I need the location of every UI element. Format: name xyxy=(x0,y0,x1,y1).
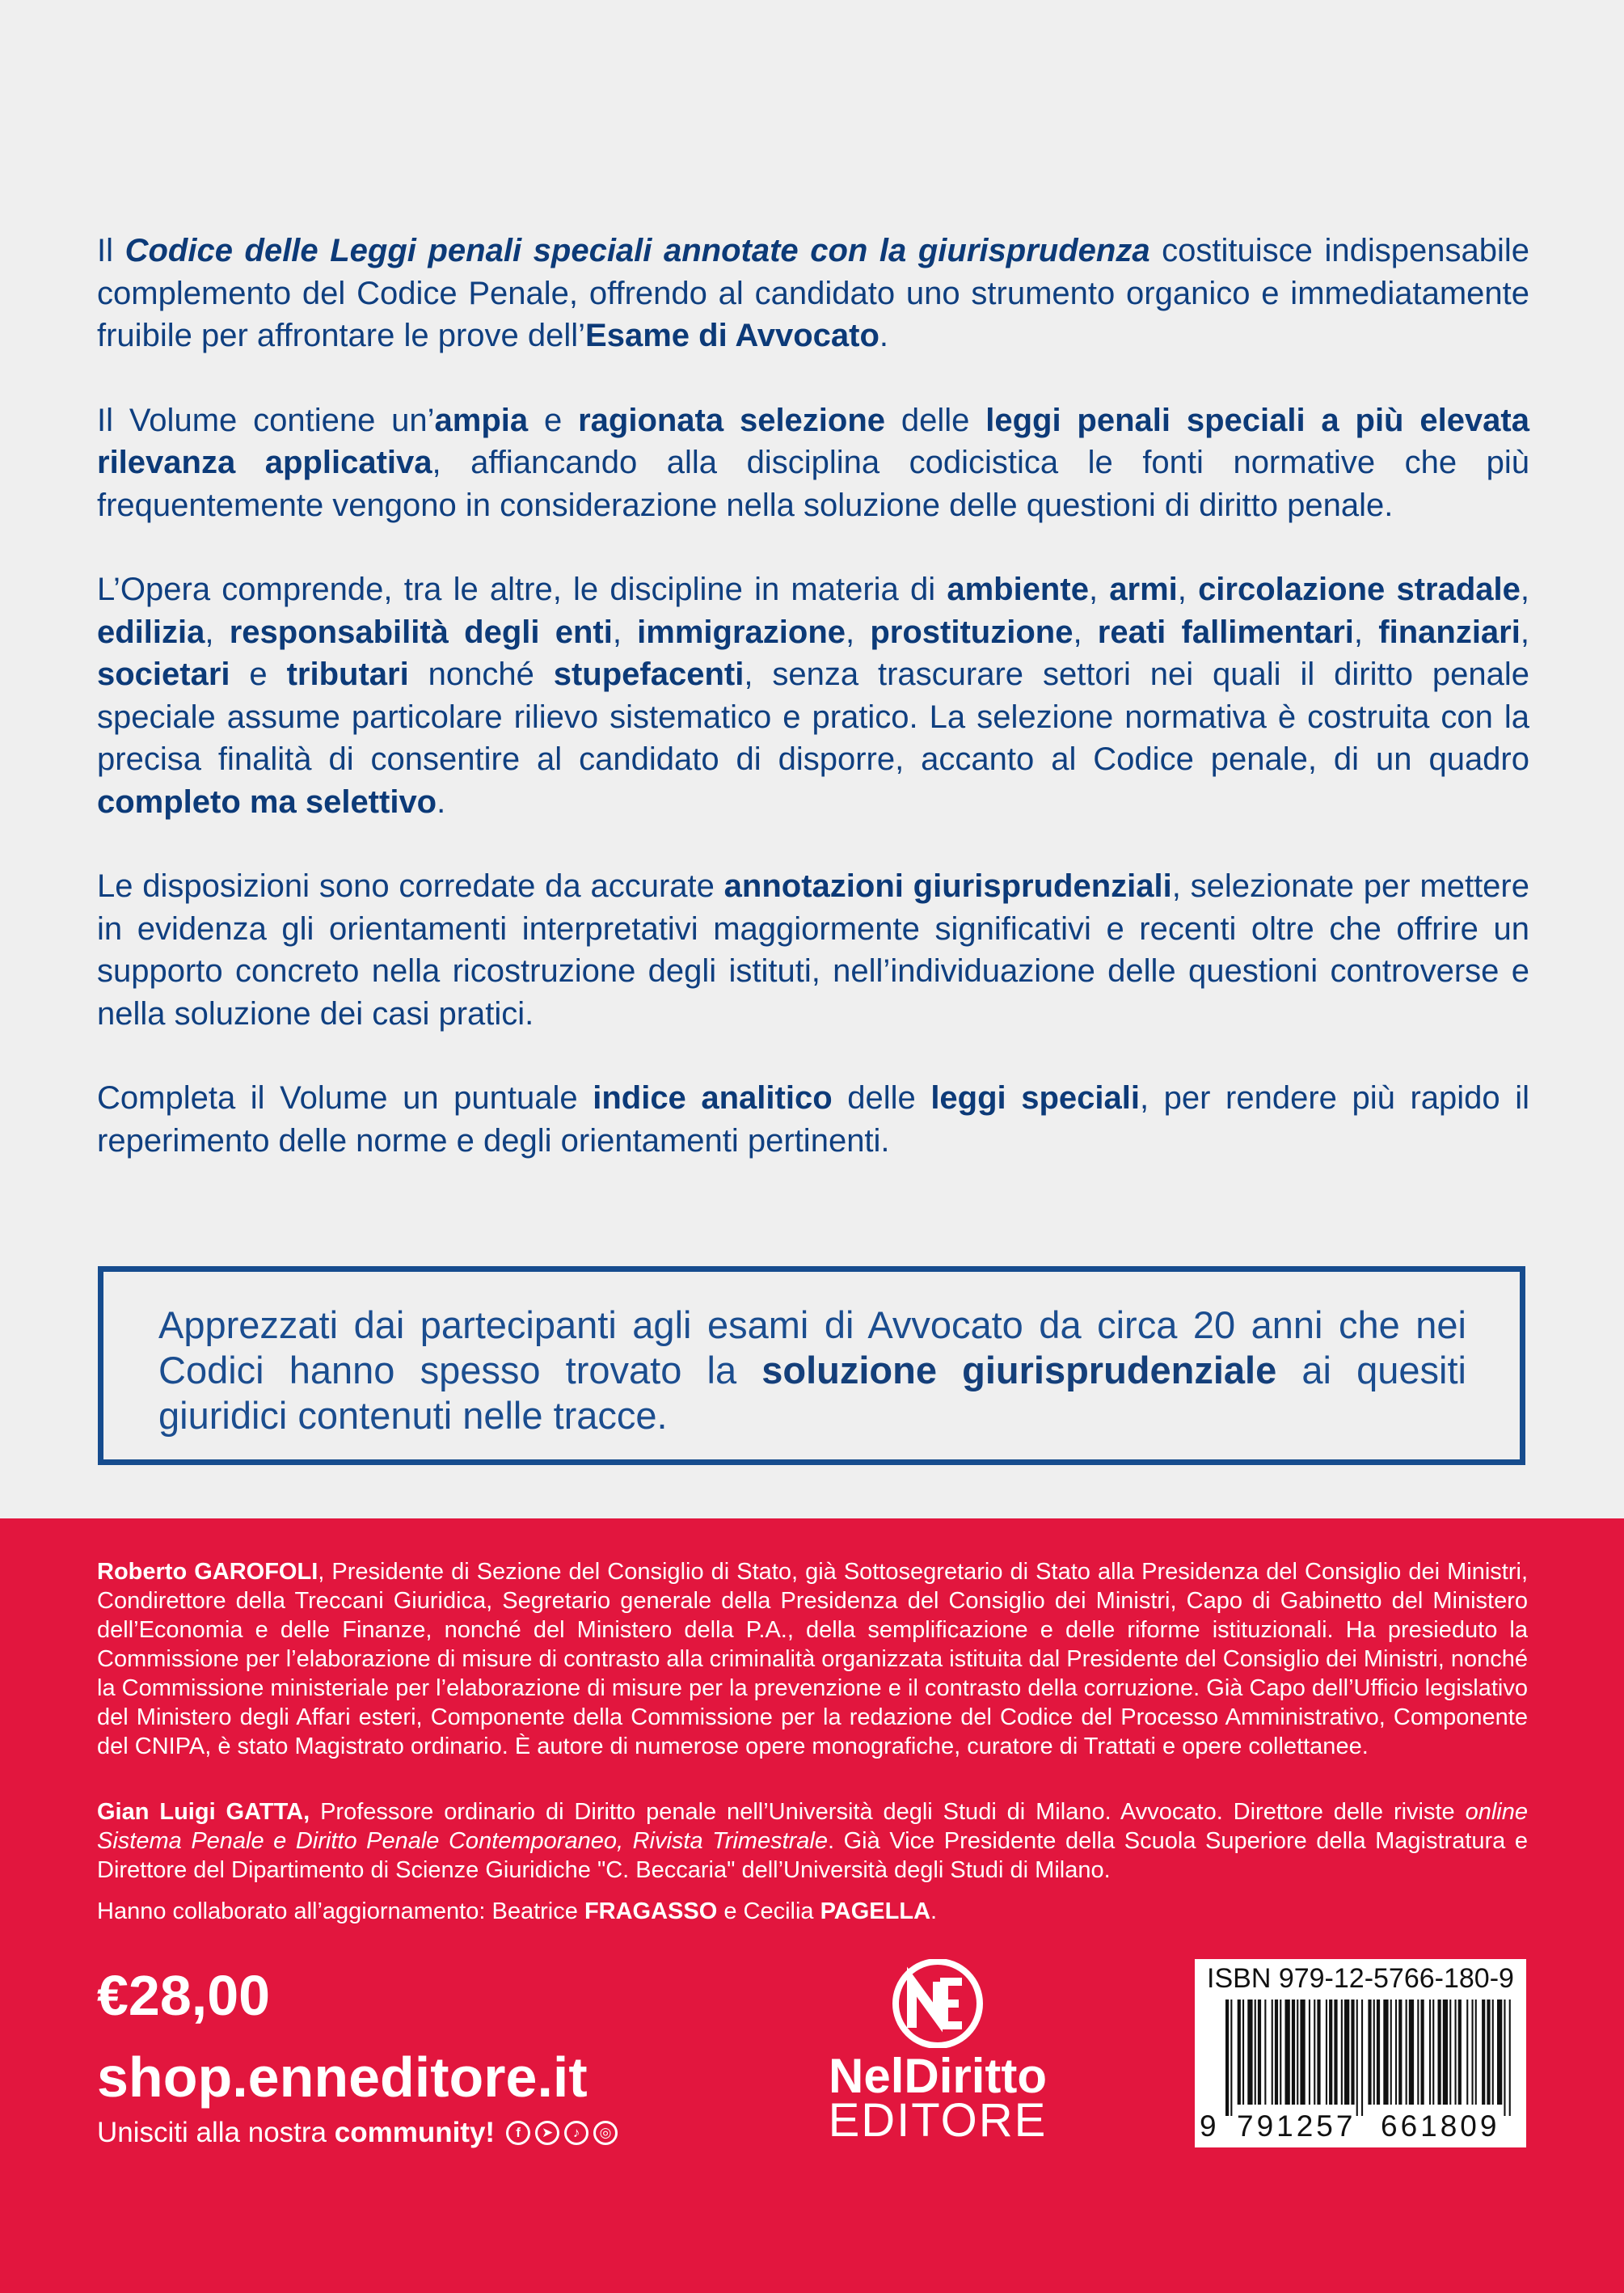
barcode-bar xyxy=(1341,2000,1343,2105)
barcode-bar xyxy=(1309,2000,1310,2105)
isbn-digits: 9 791257 661809 xyxy=(1200,2109,1500,2143)
instagram-icon[interactable]: ◎ xyxy=(593,2121,618,2145)
cover-lower-area xyxy=(0,1518,1624,2293)
bio-gatta: Gian Luigi GATTA, Professore ordinario di Diritto penale nell’Università degli Studi di Milano. Avvocato. Direttore delle riviste online Sistema Penale e Diritto Penale Contemporaneo, Rivista Trimestrale. Già Vice Presidente della Scuola Superiore della Magistratura e Direttore del Dipartimento di Scienze Giuridiche "C. Beccaria" dell’Università degli Studi di Milano. xyxy=(97,1799,1528,1883)
barcode-bar xyxy=(1247,2000,1252,2105)
barcode-bar xyxy=(1383,2000,1388,2105)
barcode-bar xyxy=(1344,2000,1349,2105)
barcode-bar xyxy=(1429,2000,1431,2105)
barcode-bar xyxy=(1482,2000,1485,2105)
community-line: Unisciti alla nostra community! f ➤ ♪ ◎ xyxy=(97,2113,618,2153)
barcode-bar xyxy=(1225,2000,1229,2116)
tiktok-icon[interactable]: ♪ xyxy=(564,2121,588,2145)
logo-mark-icon xyxy=(881,1959,994,2048)
barcode xyxy=(1195,1959,1526,2147)
barcode-bar xyxy=(1438,2000,1441,2105)
barcode-bar xyxy=(1443,2000,1448,2105)
facebook-icon[interactable]: f xyxy=(506,2121,530,2145)
barcode-bar xyxy=(1417,2000,1419,2105)
barcode-bar xyxy=(1300,2000,1305,2105)
author-name: Roberto GAROFOLI xyxy=(97,1559,318,1585)
barcode-bar xyxy=(1432,2000,1434,2105)
barcode-bar xyxy=(1351,2000,1354,2105)
barcode-bar xyxy=(1466,2000,1468,2105)
barcode-bar xyxy=(1472,2000,1474,2105)
barcode-bar xyxy=(1255,2000,1256,2105)
book-title: Codice delle Leggi penali speciali annotate con la giurisprudenza xyxy=(124,233,1150,268)
price: €28,00 xyxy=(97,1964,271,2027)
barcode-bar xyxy=(1230,2000,1232,2116)
barcode-bar xyxy=(1285,2000,1290,2105)
barcode-bar xyxy=(1258,2000,1261,2105)
collaborators: Hanno collaborato all’aggiornamento: Beatrice FRAGASSO e Cecilia PAGELLA. xyxy=(97,1898,938,1924)
barcode-bar xyxy=(1421,2000,1424,2105)
barcode-bar xyxy=(1492,2000,1494,2105)
barcode-bar xyxy=(1314,2000,1315,2105)
barcode-bar xyxy=(1373,2000,1375,2105)
barcode-bar xyxy=(1317,2000,1320,2105)
isbn-label: ISBN 979-12-5766-180-9 xyxy=(1207,1963,1514,1994)
shop-url[interactable]: shop.enneditore.it xyxy=(97,2046,588,2109)
barcode-bar xyxy=(1361,2000,1363,2116)
publisher-logo xyxy=(800,1959,1075,2145)
barcode-bar xyxy=(1377,2000,1380,2105)
barcode-bar xyxy=(1406,2000,1407,2105)
telegram-icon[interactable]: ➤ xyxy=(535,2121,559,2145)
barcode-bar xyxy=(1334,2000,1337,2105)
barcode-bar xyxy=(1272,2000,1273,2105)
barcode-bar xyxy=(1449,2000,1451,2105)
description-paragraph-4: Le disposizioni sono corredate da accurate annotazioni giurisprudenziali, selezionate per mettere in evidenza gli orientamenti interpretativi maggiormente significativi e recenti oltre che offrire un supporto concreto nella ricostruzione degli istituti, nell’individuazione delle questioni controverse e nella soluzione dei casi pratici. xyxy=(97,868,1529,1032)
description-paragraph-3: L’Opera comprende, tra le altre, le discipline in materia di ambiente, armi, circolazione stradale, edilizia, responsabilità degli enti, immigrazione, prostituzione, reati fallimentari, finanziari, societari e tributari nonché stupefacenti, senza trascurare settori nei quali il diritto penale speciale assume particolare rilievo sistematico e pratico. La selezione normativa è costruita con la precisa finalità di consentire al candidato di disporre, accanto al Codice penale, di un quadro completo ma selettivo. xyxy=(97,572,1529,820)
barcode-bar xyxy=(1509,2000,1511,2116)
barcode-bar xyxy=(1368,2000,1371,2105)
barcode-bar xyxy=(1292,2000,1295,2105)
barcode-bar xyxy=(1297,2000,1298,2105)
barcode-bar xyxy=(1487,2000,1490,2105)
barcode-bar xyxy=(1275,2000,1278,2105)
barcode-bar xyxy=(1455,2000,1457,2105)
barcode-bars xyxy=(1195,1995,1526,2116)
logo-subtitle: EDITORE xyxy=(828,2094,1048,2147)
callout-box xyxy=(98,1266,1525,1465)
barcode-bar xyxy=(1356,2000,1358,2116)
description-paragraph-2: Il Volume contiene un’ampia e ragionata selezione delle leggi penali speciali a più elevata rilevanza applicativa, affiancando alla disciplina codicistica le fonti normative che più frequentemente vengono in considerazione nella soluzione delle questioni di diritto penale. xyxy=(97,402,1529,523)
barcode-bar xyxy=(1390,2000,1392,2105)
barcode-bar xyxy=(1242,2000,1244,2105)
author-name: Gian Luigi GATTA, xyxy=(97,1799,310,1825)
barcode-bar xyxy=(1238,2000,1241,2105)
barcode-bar xyxy=(1458,2000,1462,2105)
social-icons xyxy=(506,2121,618,2145)
barcode-bar xyxy=(1264,2000,1266,2105)
barcode-bar xyxy=(1395,2000,1397,2105)
barcode-bar xyxy=(1409,2000,1414,2105)
description-paragraph-1: Il Codice delle Leggi penali speciali annotate con la giurisprudenza costituisce indispensabile complemento del Codice Penale, offrendo al candidato uno strumento organico e immediatamente fruibile per affrontare le prove dell’Esame di Avvocato. xyxy=(97,233,1529,353)
barcode-bar xyxy=(1497,2000,1502,2105)
logo-name: NelDiritto xyxy=(829,2049,1047,2103)
description-paragraph-5: Completa il Volume un puntuale indice analitico delle leggi speciali, per rendere più rapido il reperimento delle norme e degli orientamenti pertinenti. xyxy=(97,1080,1529,1159)
bio-garofoli: Roberto GAROFOLI, Presidente di Sezione del Consiglio di Stato, già Sottosegretario di Stato alla Presidenza del Consiglio dei Ministri, Condirettore della Treccani Giuridica, Segretario generale della Presidenza del Consiglio dei Ministri, Capo di Gabinetto del Ministero dell’Economia e delle Finanze, nonché del Ministero della P.A., della semplificazione e delle riforme istituzionali. Ha presieduto la Commissione per l’elaborazione di misure di contrasto alla criminalità organizzata istituita dal Presidente del Consiglio dei Ministri, nonché la Commissione ministeriale per l’elaborazione di misure per la prevenzione e il contrasto della corruzione. Già Capo dell’Ufficio legislativo del Ministero degli Affari esteri, Componente della Commissione per la redazione del Codice del Processo Amministrativo, Componente del CNIPA, è stato Magistrato ordinario. È autore di numerose opere monografiche, curatore di Trattati e opere collettanee. xyxy=(97,1559,1528,1759)
barcode-bar xyxy=(1329,2000,1332,2105)
description xyxy=(97,230,1529,1204)
barcode-bar xyxy=(1280,2000,1281,2105)
barcode-bar xyxy=(1504,2000,1505,2116)
barcode-bar xyxy=(1326,2000,1327,2105)
barcode-bar xyxy=(1475,2000,1477,2105)
callout-text: Apprezzati dai partecipanti agli esami di Avvocato da circa 20 anni che nei Codici hanno spesso trovato la soluzione giurisprudenziale ai quesiti giuridici contenuti nelle tracce. xyxy=(158,1303,1466,1437)
barcode-bar xyxy=(1398,2000,1402,2105)
